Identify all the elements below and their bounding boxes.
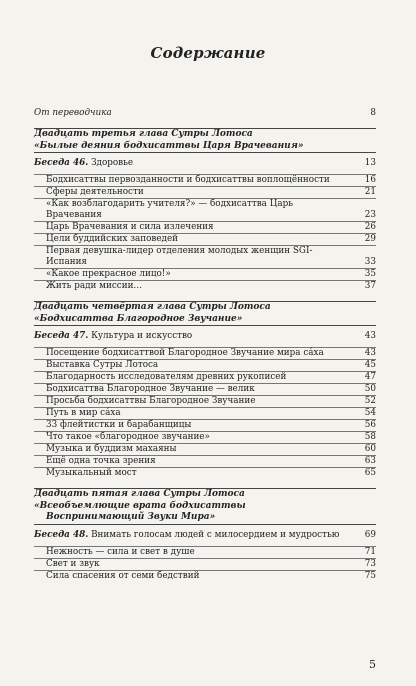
toc-entry-beseda[interactable] bbox=[34, 158, 376, 169]
entry-page: 73 bbox=[364, 558, 376, 569]
toc-entry-translator[interactable] bbox=[34, 108, 376, 119]
toc-entry-beseda[interactable] bbox=[34, 530, 376, 541]
entry-label: Сферы деятельности bbox=[46, 187, 144, 197]
toc-entry[interactable] bbox=[34, 347, 376, 359]
entry-label: Царь Врачевания и сила излечения bbox=[46, 222, 214, 232]
entry-label: Жить ради миссии… bbox=[46, 281, 143, 291]
entry-page: 50 bbox=[364, 384, 376, 394]
entry-label: Нежность — сила и свет в душе bbox=[46, 546, 195, 557]
entry-label: Благодарность исследователям древних рукописей bbox=[46, 372, 287, 382]
entry-page: 26 bbox=[364, 222, 376, 232]
entry-label: Посещение бодхисаттвой Благородное Звучание мира сáха bbox=[46, 348, 324, 358]
table-of-contents bbox=[34, 108, 376, 582]
entry-page: 71 bbox=[364, 546, 376, 557]
chapter-line: Двадцать пятая глава Сутры Лотоса bbox=[34, 489, 245, 499]
chapter-line: Двадцать третья глава Сутры Лотоса bbox=[34, 129, 253, 139]
entry-page: 13 bbox=[364, 158, 376, 168]
entry-page: 75 bbox=[364, 570, 376, 581]
beseda-title: Здоровье bbox=[91, 158, 134, 168]
toc-entry-beseda[interactable] bbox=[34, 331, 376, 342]
entry-label: Что такое «благородное звучание» bbox=[46, 432, 210, 442]
entry-label: Цели буддийских заповедей bbox=[46, 234, 179, 244]
entry-label: «Какое прекрасное лицо!» bbox=[46, 269, 171, 279]
entry-page: 8 bbox=[370, 108, 376, 118]
page-title: Содержание bbox=[150, 44, 266, 62]
chapter-line: Двадцать четвёртая глава Сутры Лотоса bbox=[34, 302, 271, 312]
toc-entry[interactable] bbox=[34, 359, 376, 371]
toc-entry[interactable] bbox=[34, 570, 376, 582]
toc-entry[interactable] bbox=[34, 268, 376, 280]
toc-entry[interactable] bbox=[34, 395, 376, 407]
entry-page: 56 bbox=[364, 420, 376, 430]
entry-page: 43 bbox=[364, 348, 376, 358]
entry-label: Путь в мир сáха bbox=[46, 408, 121, 418]
entry-label: Просьба бодхисаттвы Благородное Звучание bbox=[46, 396, 256, 406]
chapter-line: «Всеобъемлющие врата бодхисаттвы bbox=[34, 500, 246, 511]
entry-label: Сила спасения от семи бедствий bbox=[46, 570, 200, 581]
entry-page: 43 bbox=[364, 331, 376, 341]
entry-label: Музыка и буддизм махаяны bbox=[46, 444, 177, 454]
entry-page: 23 bbox=[364, 210, 376, 220]
beseda-number: Беседа 47. bbox=[34, 331, 89, 341]
toc-entry[interactable] bbox=[34, 186, 376, 198]
entry-label: От переводчика bbox=[34, 108, 112, 118]
entry-page: 65 bbox=[364, 468, 376, 478]
chapter-line: Воспринимающий Звуки Мира» bbox=[46, 512, 216, 522]
toc-entry[interactable] bbox=[34, 407, 376, 419]
toc-entry[interactable] bbox=[34, 233, 376, 245]
toc-entry[interactable] bbox=[34, 280, 376, 292]
entry-label: Бодхисаттва Благородное Звучание — велик bbox=[46, 384, 255, 394]
entry-label: 33 флейтистки и барабанщицы bbox=[46, 420, 192, 430]
entry-page: 45 bbox=[364, 360, 376, 370]
entry-label: Выставка Сутры Лотоса bbox=[46, 360, 159, 370]
entry-page: 33 bbox=[364, 257, 376, 267]
entry-page: 21 bbox=[364, 187, 376, 197]
toc-entry[interactable] bbox=[34, 419, 376, 431]
entry-page: 58 bbox=[364, 432, 376, 442]
toc-entry[interactable] bbox=[34, 198, 376, 221]
chapter-heading bbox=[34, 488, 376, 524]
toc-entry[interactable] bbox=[34, 174, 376, 186]
page-number: 5 bbox=[369, 658, 376, 671]
toc-entry[interactable] bbox=[34, 371, 376, 383]
entry-page: 35 bbox=[364, 269, 376, 279]
entry-page: 16 bbox=[364, 175, 376, 185]
entry-page: 52 bbox=[364, 396, 376, 406]
entry-page: 29 bbox=[364, 234, 376, 244]
entry-label: Свет и звук bbox=[46, 558, 100, 569]
entry-page: 37 bbox=[364, 281, 376, 291]
entry-label: Первая девушка-лидер отделения молодых женщин SGI-Испания bbox=[46, 246, 313, 267]
entry-label: Ещё одна точка зрения bbox=[46, 456, 156, 466]
toc-entry[interactable] bbox=[34, 443, 376, 455]
toc-entry[interactable] bbox=[34, 467, 376, 479]
toc-entry[interactable] bbox=[34, 383, 376, 395]
beseda-title: Культура и искусство bbox=[91, 331, 193, 341]
entry-label: «Как возблагодарить учителя?» — бодхисаттва Царь Врачевания bbox=[46, 199, 294, 220]
chapter-heading bbox=[34, 301, 376, 325]
entry-page: 54 bbox=[364, 408, 376, 418]
entry-label: Бодхисаттвы первозданности и бодхисаттвы воплощённости bbox=[46, 175, 330, 185]
beseda-number: Беседа 46. bbox=[34, 158, 89, 168]
toc-entry[interactable] bbox=[34, 221, 376, 233]
toc-entry[interactable] bbox=[34, 558, 376, 570]
beseda-title: Внимать голосам людей с милосердием и мудростью bbox=[91, 529, 340, 540]
chapter-line: «Былые деяния бодхисаттвы Царя Врачевания» bbox=[34, 140, 304, 151]
entry-page: 69 bbox=[364, 529, 376, 540]
toc-entry[interactable] bbox=[34, 245, 376, 268]
entry-label: Музыкальный мост bbox=[46, 468, 137, 478]
chapter-line: «Бодхисаттва Благородное Звучание» bbox=[34, 313, 243, 324]
entry-page: 60 bbox=[364, 444, 376, 454]
toc-entry[interactable] bbox=[34, 546, 376, 558]
entry-page: 63 bbox=[364, 456, 376, 466]
toc-entry[interactable] bbox=[34, 431, 376, 443]
chapter-heading bbox=[34, 128, 376, 152]
beseda-number: Беседа 48. bbox=[34, 529, 89, 540]
entry-page: 47 bbox=[364, 372, 376, 382]
toc-entry[interactable] bbox=[34, 455, 376, 467]
